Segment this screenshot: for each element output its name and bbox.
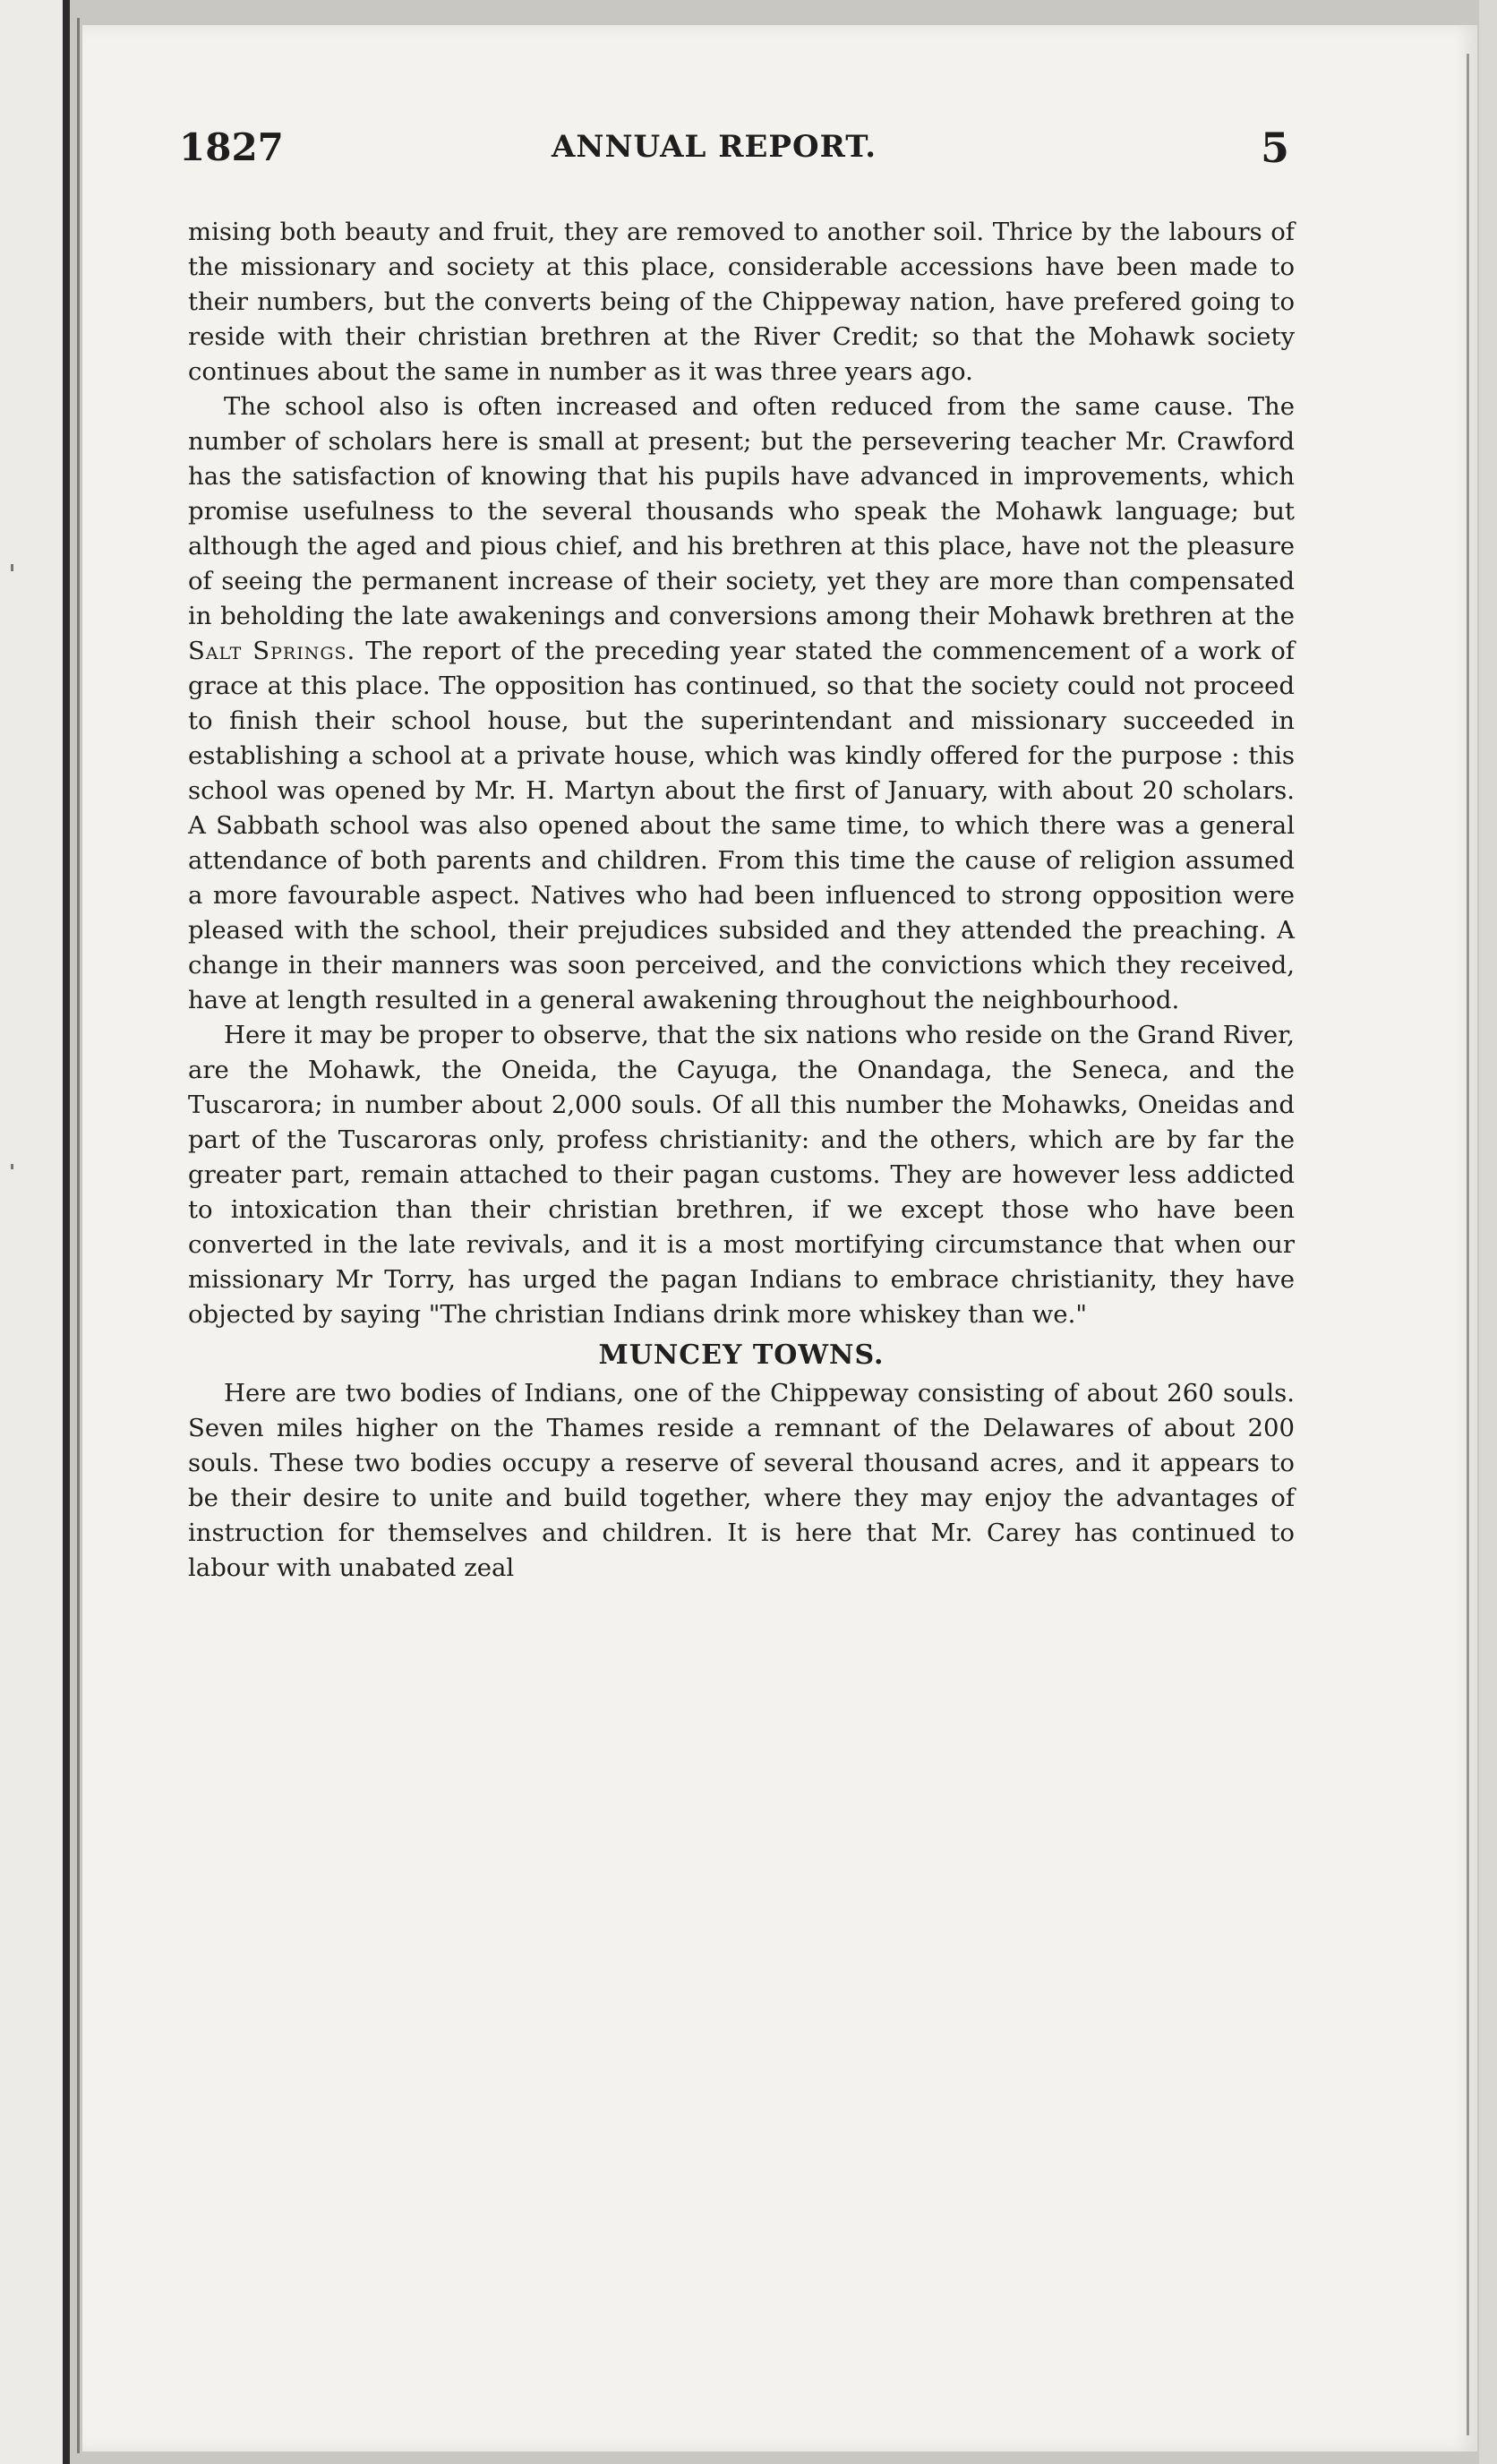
paragraph-muncey: Here are two bodies of Indians, one of the Chippeway consisting of about 260 souls. Seven miles higher on the Thames reside a remnant of the Delawares of about 200 souls. These two bodies occupy a reserve of several thousand acres, and it appears to be their desire to unite and build together, where they may enjoy the advantages of instruction for themselves and children. It is here that Mr. Carey has continued to labour with unabated zeal bbox=[188, 1379, 1295, 1582]
place-name-salt-springs: Salt Springs. bbox=[188, 637, 356, 665]
paragraph-school-text: The school also is often increased and often reduced from the same cause. The number of scholars here is small at present; but the persevering teacher Mr. Crawford has the satisfaction of knowing that his pupils have advanced in improvements, which promise usefulness to the several thousands who speak the Mohawk language; but although the aged and pious chief, and his brethren at this place, have not the pleasure of seeing the permanent increase of their society, yet they are more than compensated in beholding the late awakenings and conversions among their Mohawk brethren at the bbox=[188, 392, 1295, 630]
book-gutter bbox=[63, 0, 70, 2464]
page-number: 5 bbox=[1260, 124, 1289, 172]
paragraph-six-nations: Here it may be proper to observe, that the six nations who reside on the Grand River, are the Mohawk, the Oneida, the Cayuga, the Onandaga, the Seneca, and the Tuscarora; in number about 2,000 souls. Of all this number the Mohawks, Oneidas and part of the Tuscaroras only, profess christianity: and the others, which are by far the greater part, remain attached to their pagan customs. They are however less addicted to intoxication than their christian brethren, if we except those who have been converted in the late revivals, and it is a most mortifying circumstance that when our missionary Mr Torry, has urged the pagan Indians to embrace christianity, they have objected by saying "The christian Indians drink more whiskey than we." bbox=[188, 1021, 1295, 1329]
paragraph-school-continued: The report of the preceding year stated the commencement of a work of grace at this place. The opposition has continued, so that the society could not proceed to finish their school house, but the superintendant and missionary succeeded in establishing a school at a private house, which was kindly offered for the purpose : this school was opened by Mr. H. Martyn about the first of January, with about 20 scholars. A Sabbath school was also opened about the same time, to which there was a general attendance of both parents and children. From this time the cause of religion assumed a more favourable aspect. Natives who had been influenced to strong opposition were pleased with the school, their prejudices subsided and they attended the preaching. A change in their manners was soon perceived, and the convictions which they received, have at length resulted in a general awakening throughout the neighbourhood. bbox=[188, 637, 1295, 1014]
gutter-shadow bbox=[77, 18, 80, 2453]
header-title: ANNUAL REPORT. bbox=[552, 129, 877, 165]
running-header bbox=[179, 125, 1289, 188]
header-year: 1827 bbox=[179, 125, 284, 169]
page-body bbox=[188, 215, 1295, 1586]
margin-mark bbox=[11, 1164, 13, 1169]
margin-mark bbox=[11, 564, 13, 571]
section-heading: MUNCEY TOWNS. bbox=[598, 1339, 885, 1371]
page-edge-line bbox=[1467, 54, 1469, 2435]
paragraph-continued: mising both beauty and fruit, they are removed to another soil. Thrice by the labours of the missionary and society at this place, considerable accessions have been made to their numbers, but the converts being of the Chippeway nation, have prefered going to reside with their christian brethren at the River Credit; so that the Mohawk society continues about the same in number as it was three years ago. bbox=[188, 218, 1295, 386]
paragraph-school bbox=[188, 389, 1295, 1018]
adjacent-page-strip bbox=[0, 0, 63, 2464]
right-margin-edge bbox=[1479, 0, 1497, 2464]
